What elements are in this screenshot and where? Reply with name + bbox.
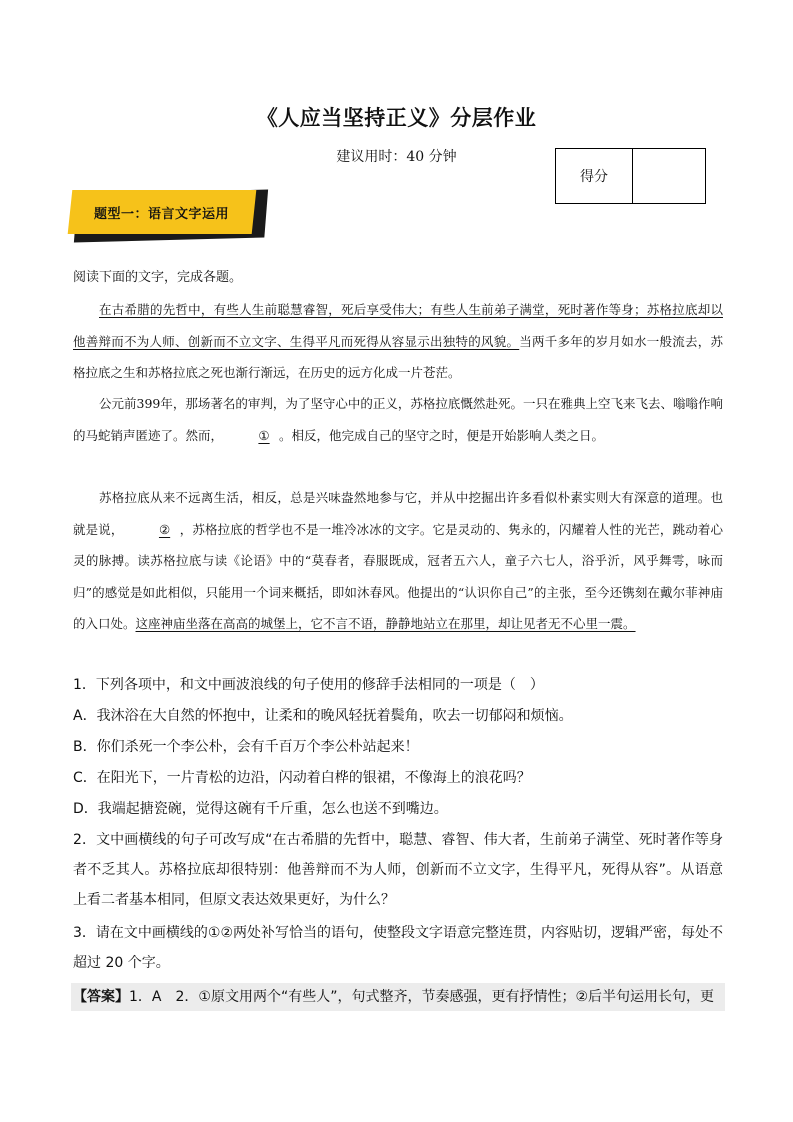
score-label: 得分 bbox=[556, 149, 633, 203]
instruction: 阅读下面的文字，完成各题。 bbox=[73, 270, 243, 285]
passage-text: 当两千多年的岁月如水一般流去，苏格拉底之生和苏格拉底之死也渐行渐远，在历史的远方化成一片苍茫。 bbox=[73, 333, 723, 380]
question-1-option-a: A．我沐浴在大自然的怀抱中，让柔和的晚风轻抚着鬓角，吹去一切郁闷和烦恼。 bbox=[73, 708, 573, 724]
question-1: 1．下列各项中，和文中画波浪线的句子使用的修辞手法相同的一项是（ ） bbox=[73, 677, 544, 693]
answer-block bbox=[71, 983, 725, 1011]
passage-paragraph-2 bbox=[73, 388, 723, 451]
underlined-sentence-1: 在古希腊的先哲中，有些人生前聪慧睿智，死后享受伟大；有些人生前弟子满堂，死时著作等身；苏格拉底却以他善辩而不为人师、创新而不立文字、生得平凡而死得从容显示出独特的风貌。 bbox=[73, 302, 723, 349]
section-badge bbox=[70, 188, 270, 244]
blank-1[interactable]: ① bbox=[258, 427, 270, 443]
question-1-option-c: C．在阳光下，一片青松的边沿，闪动着白桦的银裙，不像海上的浪花吗？ bbox=[73, 770, 531, 786]
question-1-option-b: B．你们杀死一个李公朴，会有千百万个李公朴站起来！ bbox=[73, 739, 419, 755]
passage-text: 公元前399年，那场著名的审判，为了坚守心中的正义，苏格拉底慨然赴死。一只在雅典上空飞来飞去、嗡嗡作响的马蛇销声匿迹了。然而， bbox=[73, 396, 723, 443]
badge-body bbox=[68, 190, 257, 234]
answer-text: 1．A 2．①原文用两个“有些人”，句式整齐，节奏感强，更有抒情性；②后半句运用长句，更 bbox=[129, 989, 714, 1005]
section-label: 题型一：语言文字运用 bbox=[94, 206, 230, 222]
passage-paragraph-3 bbox=[73, 482, 723, 640]
question-3: 3．请在文中画横线的①②两处补写恰当的语句，使整段文字语意完整连贯，内容贴切，逻辑严密，每处不超过 20 个字。 bbox=[73, 925, 724, 971]
passage-paragraph-1 bbox=[73, 294, 723, 389]
document-title: 《人应当坚持正义》分层作业 bbox=[256, 105, 537, 130]
passage-text: 苏格拉底从来不远离生活，相反，总是兴味盎然地参与它，并从中挖掘出许多看似朴素实则大有深意的道理。也就是说， bbox=[73, 490, 723, 537]
blank-2[interactable]: ② bbox=[158, 521, 171, 537]
suggested-time: 建议用时：40 分钟 bbox=[336, 149, 457, 165]
answer-label: 【答案】 bbox=[73, 989, 129, 1005]
passage-text: 。相反，他完成自己的坚守之时，便是开始影响人类之日。 bbox=[279, 427, 605, 443]
score-table bbox=[555, 148, 706, 204]
question-2: 2．文中画横线的句子可改写成“在古希腊的先哲中，聪慧、睿智、伟大者，生前弟子满堂、死时著作等身者不乏其人。苏格拉底却很特别：他善辩而不为人师，创新而不立文字，生得平凡，死得从容”。从语意上看二者基本相同，但原文表达效果更好，为什么？ bbox=[73, 832, 723, 908]
score-value[interactable] bbox=[633, 149, 705, 203]
passage-text: ，苏格拉底的哲学也不是一堆冷冰冰的文字。它是灵动的、隽永的，闪耀着人性的光芒，跳动着心灵的脉搏。读苏格拉底与读《论语》中的“莫春者，春服既成，冠者五六人，童子六七人，浴乎沂，风乎舞雩，咏而归”的感觉是如此相似，只能用一个词来概括，即如沐春风。他提出的“认识你自己”的主张，至今还镌刻在戴尔菲神庙的入口处。 bbox=[73, 521, 723, 631]
wavy-sentence: 这座神庙坐落在高高的城堡上，它不言不语，静静地站立在那里，却让见者无不心里一震。 bbox=[135, 616, 636, 631]
question-1-option-d: D．我端起搪瓷碗，觉得这碗有千斤重，怎么也送不到嘴边。 bbox=[73, 801, 448, 817]
